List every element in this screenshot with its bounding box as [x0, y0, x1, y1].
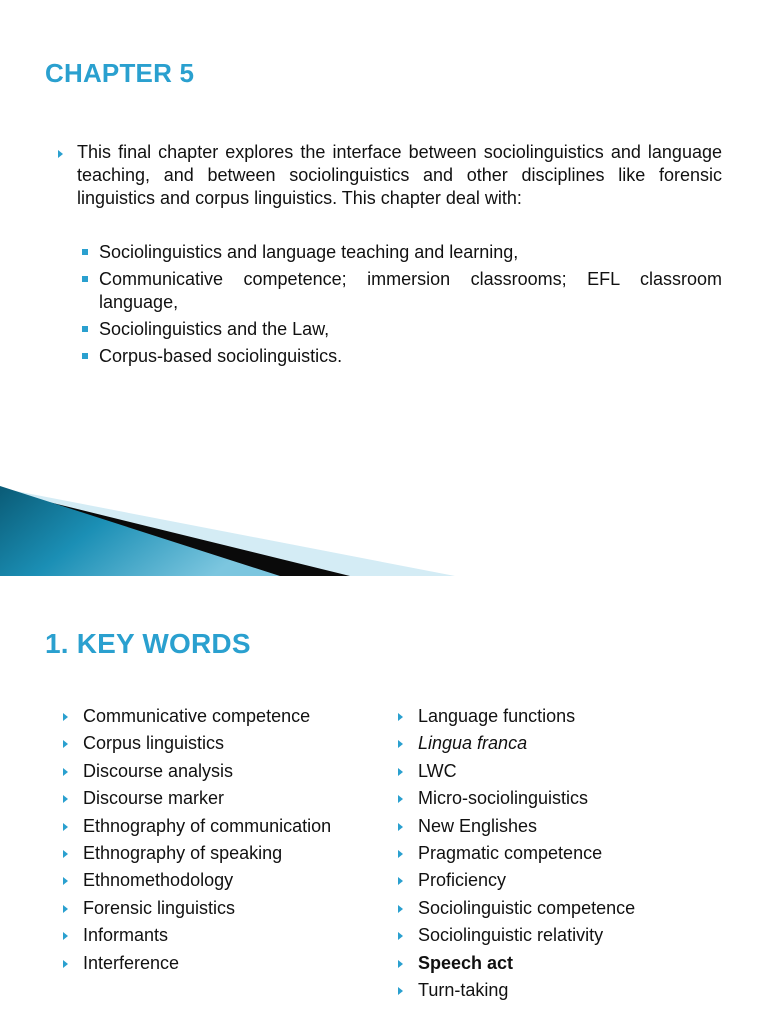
- list-item: [63, 703, 331, 730]
- bullet-arrow-icon: [63, 768, 68, 776]
- key-word: Corpus linguistics: [83, 733, 225, 754]
- list-item-text: Communicative competence; immersion classrooms; EFL classroom language,: [99, 269, 722, 312]
- list-item: [63, 785, 331, 812]
- square-bullet-icon: [82, 326, 88, 332]
- list-item: [80, 345, 722, 368]
- key-words-left-column: [63, 703, 331, 977]
- bullet-arrow-icon: [398, 850, 403, 858]
- list-item: [398, 895, 635, 922]
- slide-key-words: [0, 576, 768, 1024]
- key-word: Informants: [83, 925, 169, 946]
- bullet-arrow-icon: [63, 795, 68, 803]
- list-item: [80, 318, 722, 341]
- key-word: Micro-sociolinguistics: [418, 788, 589, 809]
- list-item-text: Sociolinguistics and language teaching and learning,: [99, 242, 519, 262]
- bullet-arrow-icon: [63, 823, 68, 831]
- bullet-arrow-icon: [63, 713, 68, 721]
- list-item: [63, 758, 331, 785]
- list-item: [398, 758, 635, 785]
- list-item-text: Sociolinguistics and the Law,: [99, 319, 330, 339]
- list-item: [398, 785, 635, 812]
- key-word: Proficiency: [418, 870, 507, 891]
- square-bullet-icon: [82, 276, 88, 282]
- key-word: Communicative competence: [83, 706, 311, 726]
- bullet-arrow-icon: [398, 768, 403, 776]
- intro-paragraph: This final chapter explores the interface between sociolinguistics and language teaching, and between sociolinguistics and other disciplines like forensic linguistics and corpus linguistics. This chapter deal with:: [77, 142, 722, 208]
- bullet-arrow-icon: [398, 823, 403, 831]
- list-item: [398, 703, 635, 730]
- bullet-arrow-icon: [398, 960, 403, 968]
- key-word: Discourse marker: [83, 788, 225, 809]
- square-bullet-icon: [82, 353, 88, 359]
- list-item: [63, 840, 331, 867]
- list-item: [80, 268, 722, 314]
- key-words-right-column: [398, 703, 635, 1004]
- bullet-arrow-icon: [398, 932, 403, 940]
- key-word: Pragmatic competence: [418, 843, 603, 864]
- key-word: Sociolinguistic competence: [418, 897, 636, 918]
- key-word: Ethnography of speaking: [83, 843, 283, 864]
- banner-blue-wedge: [0, 486, 280, 576]
- list-item: [398, 730, 635, 757]
- list-item: [63, 895, 331, 922]
- list-item-text: Corpus-based sociolinguistics.: [99, 346, 343, 366]
- bullet-arrow-icon: [398, 905, 403, 913]
- key-word: Lingua franca: [418, 733, 528, 754]
- bullet-arrow-icon: [398, 795, 403, 803]
- key-word: Ethnography of communication: [83, 815, 332, 836]
- key-word: New Englishes: [418, 815, 538, 836]
- list-item: [63, 867, 331, 894]
- bullet-arrow-icon: [398, 877, 403, 885]
- list-item: [80, 241, 722, 264]
- list-item: [398, 922, 635, 949]
- bullet-arrow-icon: [63, 877, 68, 885]
- list-item: [398, 867, 635, 894]
- list-item: [398, 977, 635, 1004]
- key-word: Turn-taking: [418, 980, 509, 1001]
- topic-list: [80, 241, 722, 372]
- key-word: Interference: [83, 952, 180, 973]
- slide-title: 1. KEY WORDS: [45, 628, 251, 659]
- square-bullet-icon: [82, 249, 88, 255]
- key-word: Ethnomethodology: [83, 870, 234, 891]
- bullet-arrow-icon: [63, 960, 68, 968]
- bullet-arrow-icon: [398, 987, 403, 995]
- decorative-banner: [0, 476, 768, 576]
- key-word: Discourse analysis: [83, 760, 234, 781]
- bullet-arrow-icon: [63, 905, 68, 913]
- key-word: LWC: [418, 760, 457, 781]
- bullet-arrow-icon: [63, 850, 68, 858]
- list-item: [63, 813, 331, 840]
- list-item: [63, 922, 331, 949]
- bullet-arrow-icon: [398, 713, 403, 721]
- key-word: Language functions: [418, 706, 576, 726]
- slide-title: CHAPTER 5: [45, 58, 195, 88]
- key-word: Speech act: [418, 952, 514, 973]
- bullet-arrow-icon: [63, 932, 68, 940]
- key-word: Forensic linguistics: [83, 897, 236, 918]
- list-item: [63, 950, 331, 977]
- bullet-arrow-icon: [58, 150, 63, 158]
- list-item: [398, 840, 635, 867]
- list-item: [398, 813, 635, 840]
- list-item: [63, 730, 331, 757]
- bullet-arrow-icon: [398, 740, 403, 748]
- bullet-arrow-icon: [63, 740, 68, 748]
- key-word: Sociolinguistic relativity: [418, 925, 604, 946]
- list-item: [398, 950, 635, 977]
